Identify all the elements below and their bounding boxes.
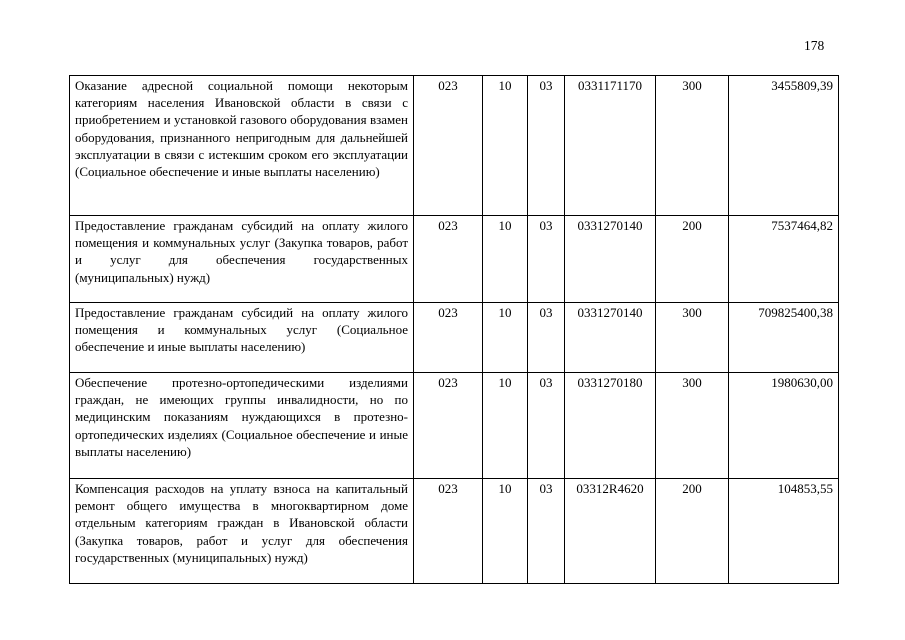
amount: 3455809,39: [729, 76, 839, 216]
subsection-code: 03: [528, 76, 565, 216]
subsection-code: 03: [528, 216, 565, 303]
amount: 709825400,38: [729, 303, 839, 373]
table-row: [70, 373, 839, 479]
row-description: Предоставление гражданам субсидий на оплату жилого помещения и коммунальных услуг (Закупка товаров, работ и услуг для обеспечения государственных (муниципальных) нужд): [70, 216, 414, 303]
expense-type-code: 300: [656, 373, 729, 479]
ministry-code: 023: [414, 373, 483, 479]
amount: 104853,55: [729, 479, 839, 584]
target-article-code: 0331270180: [565, 373, 656, 479]
subsection-code: 03: [528, 479, 565, 584]
section-code: 10: [483, 479, 528, 584]
row-description: Предоставление гражданам субсидий на оплату жилого помещения и коммунальных услуг (Социальное обеспечение и иные выплаты населению): [70, 303, 414, 373]
ministry-code: 023: [414, 76, 483, 216]
expense-type-code: 300: [656, 303, 729, 373]
expense-type-code: 200: [656, 479, 729, 584]
row-description: Компенсация расходов на уплату взноса на капитальный ремонт общего имущества в многоквартирном доме отдельным категориям граждан в Ивановской области (Закупка товаров, работ и услуг для обеспечения государственных (муниципальных) нужд): [70, 479, 414, 584]
ministry-code: 023: [414, 216, 483, 303]
table-row: [70, 216, 839, 303]
amount: 7537464,82: [729, 216, 839, 303]
table-row: [70, 303, 839, 373]
row-description: Оказание адресной социальной помощи некоторым категориям населения Ивановской области в связи с приобретением и установкой газового оборудования взамен оборудования, признанного непригодным для дальнейшей эксплуатации в связи с истекшим сроком его эксплуатации (Социальное обеспечение и иные выплаты населению): [70, 76, 414, 216]
expense-type-code: 200: [656, 216, 729, 303]
target-article-code: 0331270140: [565, 303, 656, 373]
subsection-code: 03: [528, 303, 565, 373]
ministry-code: 023: [414, 479, 483, 584]
expense-type-code: 300: [656, 76, 729, 216]
amount: 1980630,00: [729, 373, 839, 479]
section-code: 10: [483, 76, 528, 216]
page-number: 178: [804, 38, 825, 53]
ministry-code: 023: [414, 303, 483, 373]
section-code: 10: [483, 216, 528, 303]
subsection-code: 03: [528, 373, 565, 479]
section-code: 10: [483, 373, 528, 479]
section-code: 10: [483, 303, 528, 373]
target-article-code: 0331270140: [565, 216, 656, 303]
table-row: [70, 479, 839, 584]
table-row: [70, 76, 839, 216]
row-description: Обеспечение протезно-ортопедическими изделиями граждан, не имеющих группы инвалидности, но по медицинским показаниям нуждающихся в протезно-ортопедических изделиях (Социальное обеспечение и иные выплаты населению): [70, 373, 414, 479]
target-article-code: 03312R4620: [565, 479, 656, 584]
budget-table: [69, 75, 839, 584]
target-article-code: 0331171170: [565, 76, 656, 216]
